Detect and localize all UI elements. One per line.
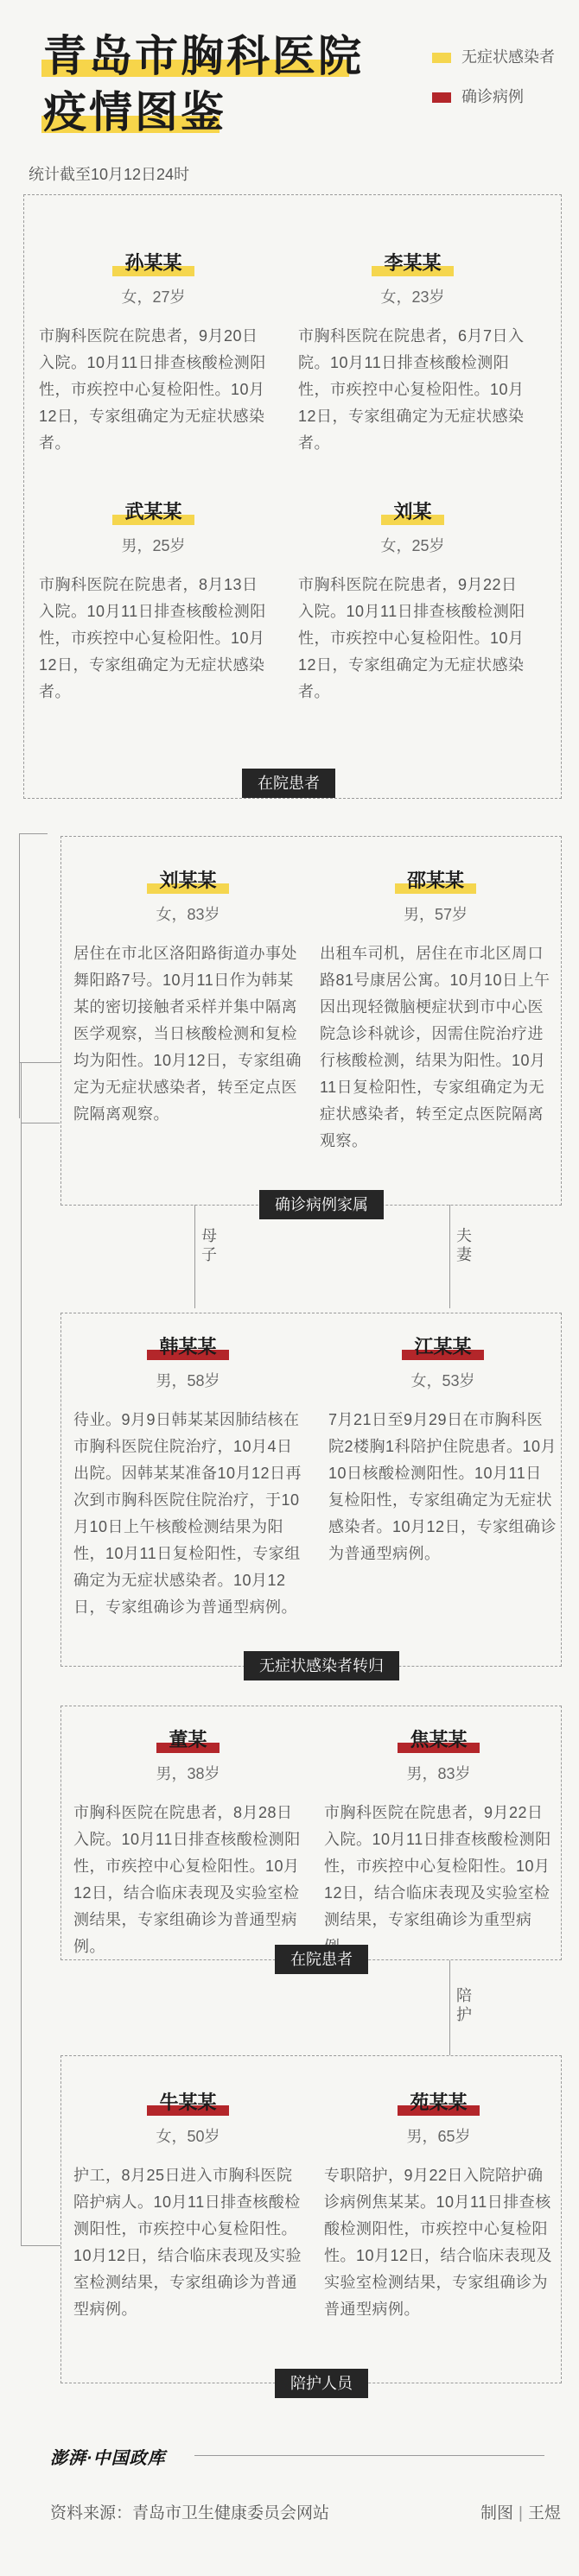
person-info: 男，65岁 — [406, 2128, 471, 2145]
person-info: 女，27岁 — [121, 288, 186, 306]
credit: 制图 | 王煜 — [480, 2504, 561, 2522]
person-name: 孙某某 — [112, 250, 194, 276]
person-card — [298, 250, 527, 457]
relation-label-caretaker: 陪护 — [456, 1987, 472, 2023]
footer-divider — [194, 2455, 544, 2456]
legend-label: 无症状感染者 — [461, 48, 555, 66]
person-info: 男，57岁 — [403, 906, 468, 923]
page-title-line-2: 疫情图鉴 — [43, 88, 226, 136]
person-name: 苑某某 — [398, 2090, 479, 2116]
person-description: 市胸科医院在院患者，9月20日入院。10月11日排查核酸检测阳性，市疾控中心复检阳性。10月12日，专家组确定为无症状感染者。 — [39, 327, 266, 452]
person-info: 男，25岁 — [121, 537, 186, 554]
person-description: 护工，8月25日进入市胸科医院陪护病人。10月11日排查核酸检测阳性，市疾控中心复检阳性。10月12日，结合临床表现及实验室检测结果，专家组确诊为普通型病例。 — [73, 2167, 302, 2318]
person-info: 男，38岁 — [156, 1765, 220, 1782]
person-info: 女，53岁 — [410, 1372, 475, 1389]
person-name: 武某某 — [112, 499, 194, 525]
relation-line — [449, 1960, 450, 2055]
publisher-logo: 澎湃·中国政库 — [50, 2449, 166, 2468]
source-text: 资料来源：青岛市卫生健康委员会网站 — [50, 2504, 330, 2522]
legend-swatch-red — [432, 92, 451, 103]
legend-swatch-yellow — [432, 53, 451, 63]
group-tag-inpatients: 在院患者 — [242, 769, 335, 798]
person-card — [320, 868, 551, 1155]
person-info: 男，83岁 — [406, 1765, 471, 1782]
relation-line — [194, 1205, 195, 1308]
connector-line — [21, 1062, 22, 1123]
person-name: 牛某某 — [147, 2090, 228, 2116]
person-name: 董某 — [156, 1727, 219, 1753]
person-card — [324, 2090, 553, 2323]
relation-label-mother-son: 母子 — [201, 1227, 217, 1263]
stat-date: 统计截至10月12日24时 — [29, 166, 190, 183]
person-card — [73, 1334, 302, 1621]
person-name: 刘某 — [381, 499, 443, 525]
group-tag-inpatients-2: 在院患者 — [275, 1945, 368, 1974]
person-description: 专职陪护，9月22日入院陪护确诊病例焦某某。10月11日排查核酸检测阳性，市疾控中心复检阳性。10月12日，结合临床表现及实验室检测结果，专家组确诊为普通型病例。 — [324, 2167, 553, 2318]
person-card — [39, 250, 268, 457]
person-name: 韩某某 — [147, 1334, 228, 1360]
person-name: 李某某 — [372, 250, 453, 276]
person-card — [298, 499, 527, 706]
relation-label-spouse: 夫妻 — [456, 1227, 472, 1263]
person-info: 男，58岁 — [156, 1372, 220, 1389]
group-tag-converted: 无症状感染者转归 — [244, 1651, 399, 1680]
connector-line — [21, 1123, 22, 2245]
person-card — [324, 1727, 553, 1960]
person-description: 市胸科医院在院患者，8月28日入院。10月11日排查核酸检测阳性，市疾控中心复检阳性。10月12日，结合临床表现及实验室检测结果，专家组确诊为普通型病例。 — [73, 1804, 301, 1955]
connector-line — [19, 833, 20, 1118]
person-card — [73, 1727, 302, 1960]
legend-item-confirmed — [432, 85, 524, 107]
person-name: 刘某某 — [147, 868, 228, 894]
connector-line — [19, 833, 48, 834]
person-description: 市胸科医院在院患者，9月22日入院。10月11日排查核酸检测阳性，市疾控中心复检阳性。10月12日，专家组确定为无症状感染者。 — [298, 576, 525, 700]
person-description: 居住在市北区洛阳路街道办事处舞阳路7号。10月11日作为韩某某的密切接触者采样并集中隔离医学观察，当日核酸检测和复检均为阳性。10月12日，专家组确定为无症状感染者，转至定点医院隔离观察。 — [73, 945, 302, 1123]
person-description: 待业。9月9日韩某某因肺结核在市胸科医院住院治疗，10月4日出院。因韩某某准备10月12日再次到市胸科医院住院治疗，于10月10日上午核酸检测结果为阳性，10月11日复检阳性，专家组确定为无症状感染者。10月12日，专家组确诊为普通型病例。 — [73, 1411, 302, 1616]
person-info: 女，50岁 — [156, 2128, 220, 2145]
person-card — [39, 499, 268, 706]
group-tag-caretakers: 陪护人员 — [275, 2369, 368, 2398]
person-description: 市胸科医院在院患者，8月13日入院。10月11日排查核酸检测阳性，市疾控中心复检阳性。10月12日，专家组确定为无症状感染者。 — [39, 576, 266, 700]
person-card — [73, 868, 302, 1128]
person-info: 女，23岁 — [380, 288, 445, 306]
person-description: 出租车司机，居住在市北区周口路81号康居公寓。10月10日上午因出现轻微脑梗症状到市中心医院急诊科就诊，因需住院治疗进行核酸检测，结果为阳性。10月11日复检阳性，专家组确定为无症状感染者，转至定点医院隔离观察。 — [320, 945, 550, 1149]
legend-label: 确诊病例 — [461, 88, 524, 105]
person-description: 7月21日至9月29日在市胸科医院2楼胸1科陪护住院患者。10月10日核酸检测阳性。10月11日复检阳性，专家组确定为无症状感染者。10月12日，专家组确诊为普通型病例。 — [328, 1411, 557, 1562]
person-info: 女，83岁 — [156, 906, 220, 923]
connector-line — [21, 2245, 60, 2246]
person-card — [328, 1334, 557, 1567]
person-name: 邵某某 — [395, 868, 476, 894]
person-name: 江某某 — [402, 1334, 483, 1360]
person-description: 市胸科医院在院患者，6月7日入院。10月11日排查核酸检测阳性，市疾控中心复检阳性。10月12日，专家组确定为无症状感染者。 — [298, 327, 525, 452]
group-tag-family: 确诊病例家属 — [259, 1190, 384, 1219]
legend-item-asymptomatic — [432, 45, 555, 67]
relation-line — [449, 1205, 450, 1308]
person-info: 女，25岁 — [380, 537, 445, 554]
person-card — [73, 2090, 302, 2323]
connector-line — [19, 1062, 60, 1063]
person-description: 市胸科医院在院患者，9月22日入院。10月11日排查核酸检测阳性，市疾控中心复检阳性。10月12日，结合临床表现及实验室检测结果，专家组确诊为重型病 — [324, 1804, 551, 1928]
person-name: 焦某某 — [398, 1727, 479, 1753]
page-title-line-1: 青岛市胸科医院 — [43, 32, 364, 80]
